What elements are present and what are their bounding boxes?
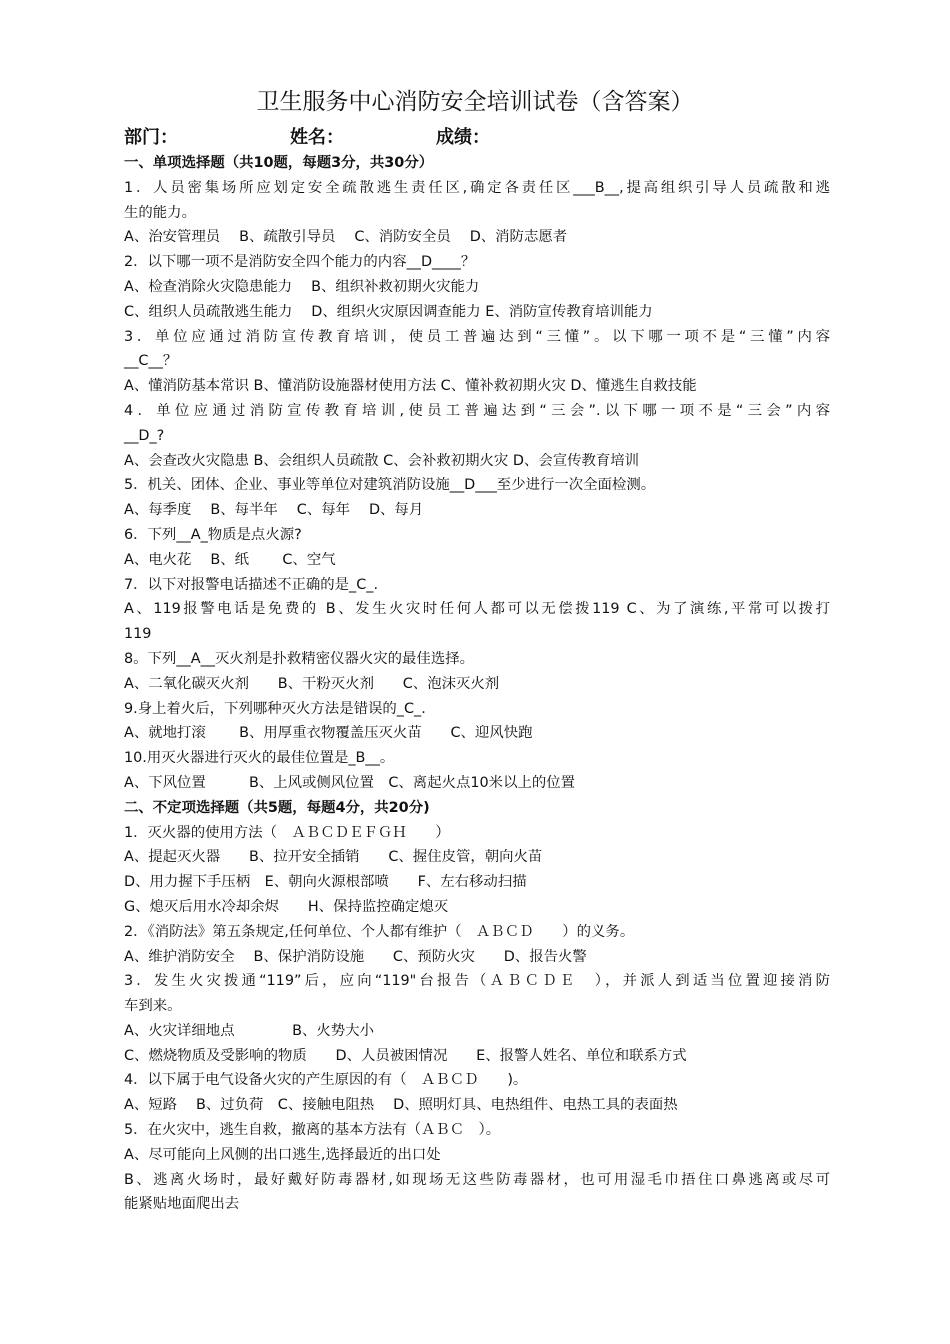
text-line: D、用力握下手压柄 E、朝向火源根部喷 F、左右移动扫描 [124, 874, 527, 891]
text-line: 9.身上着火后，下列哪种灭火方法是错误的_C_. [124, 700, 426, 717]
text-line: C、组织人员疏散逃生能力 D、组织火灾原因调查能力 E、消防宣传教育培训能力 [124, 303, 653, 320]
text-line: 8。下列__A__灭火剂是扑救精密仪器火灾的最佳选择。 [124, 650, 474, 667]
name-label: 姓名： [290, 127, 344, 148]
text-line: A、电火花 B、纸 C、空气 [124, 551, 336, 568]
text-line: A、下风位置 B、上风或侧风位置 C、离起火点10米以上的位置 [124, 774, 576, 791]
text-line: 10.用灭火器进行灭火的最佳位置是_B__。 [124, 750, 395, 767]
text-line: A、维护消防安全 B、保护消防设施 C、预防火灾 D、报告火警 [124, 948, 587, 965]
text-line: 1．人员密集场所应划定安全疏散逃生责任区,确定各责任区___B__,提高组织引导人员疏散和逃 [124, 179, 830, 196]
text-line: 7．以下对报警电话描述不正确的是_C_. [124, 576, 379, 593]
text-line: 2．《消防法》第五条规定,任何单位、个人都有维护（ ＡＢＣＤ ）的义务。 [124, 923, 635, 940]
text-line: C、燃烧物质及受影响的物质 D、人员被困情况 E、报警人姓名、单位和联系方式 [124, 1047, 687, 1064]
text-line: 1．灭火器的使用方法（ ＡＢＣＤＥＦＧＨ ） [124, 824, 450, 841]
text-line: 2．以下哪一项不是消防安全四个能力的内容__D____？ [124, 254, 476, 271]
text-line: 生的能力。 [124, 204, 196, 221]
text-line: 车到来。 [124, 998, 182, 1015]
text-line: A、短路 B、过负荷 C、接触电阻热 D、照明灯具、电热组件、电热工具的表面热 [124, 1097, 678, 1114]
text-line: A、119报警电话是免费的 B、发生火灾时任何人都可以无偿拨119 C、为了演练,平常可以拨打 [124, 601, 830, 618]
department-label: 部门： [124, 127, 178, 148]
text-line: 4．单位应通过消防宣传教育培训,使员工普遍达到“三会”.以下哪一项不是“三会”内容 [124, 402, 830, 419]
text-line: 119 [124, 626, 152, 643]
text-line: A、二氧化碳灭火剂 B、干粉灭火剂 C、泡沫灭火剂 [124, 675, 500, 692]
text-line: __C__？ [124, 353, 178, 370]
text-line: A、尽可能向上风侧的出口逃生,选择最近的出口处 [124, 1146, 441, 1163]
text-line: 6．下列__A_物质是点火源? [124, 526, 302, 543]
text-line: 5．在火灾中，逃生自救，撤离的基本方法有（ＡＢＣ ）。 [124, 1122, 501, 1139]
text-line: A、检查消除火灾隐患能力 B、组织补救初期火灾能力 [124, 278, 480, 295]
text-line: 能紧贴地面爬出去 [124, 1196, 240, 1213]
text-line: 3．单位应通过消防宣传教育培训，使员工普遍达到“三懂”。以下哪一项不是“三懂”内容 [124, 328, 830, 345]
text-line: A、会查改火灾隐患 B、会组织人员疏散 C、会补救初期火灾 D、会宣传教育培训 [124, 452, 640, 469]
text-line: A、每季度 B、每半年 C、每年 D、每月 [124, 502, 424, 519]
section-heading: 一、单项选择题（共10题，每题3分，共30分） [124, 155, 434, 171]
text-line: A、治安管理员 B、疏散引导员 C、消防安全员 D、消防志愿者 [124, 229, 568, 246]
score-label: 成绩： [436, 127, 490, 148]
text-line: 5．机关、团体、企业、事业等单位对建筑消防设施__D___至少进行一次全面检测。 [124, 477, 656, 494]
text-line: __D_? [124, 427, 165, 444]
document-title: 卫生服务中心消防安全培训试卷（含答案） [256, 89, 694, 115]
text-line: B、逃离火场时，最好戴好防毒器材,如现场无这些防毒器材，也可用湿毛巾捂住口鼻逃离或尽可 [124, 1171, 830, 1188]
text-line: G、熄灭后用水冷却余烬 H、保持监控确定熄灭 [124, 898, 449, 915]
text-line: 4．以下属于电气设备火灾的产生原因的有（ ＡＢＣＤ )。 [124, 1072, 528, 1089]
text-line: A、火灾详细地点 B、火势大小 [124, 1022, 374, 1039]
text-line: A、提起灭火器 B、拉开安全插销 C、握住皮管，朝向火苗 [124, 849, 543, 866]
text-line: A、懂消防基本常识 B、懂消防设施器材使用方法 C、懂补救初期火灾 D、懂逃生自救技能 [124, 378, 697, 395]
text-line: A、就地打滚 B、用厚重衣物覆盖压灭火苗 C、迎风快跑 [124, 725, 533, 742]
text-line: 3．发生火灾拨通“119”后，应向“119"台报告（ＡＢＣＤＥ ），并派人到适当位置迎接消防 [124, 973, 830, 990]
section-heading: 二、不定项选择题（共5题，每题4分，共20分) [124, 799, 430, 816]
exam-body [124, 151, 830, 1217]
